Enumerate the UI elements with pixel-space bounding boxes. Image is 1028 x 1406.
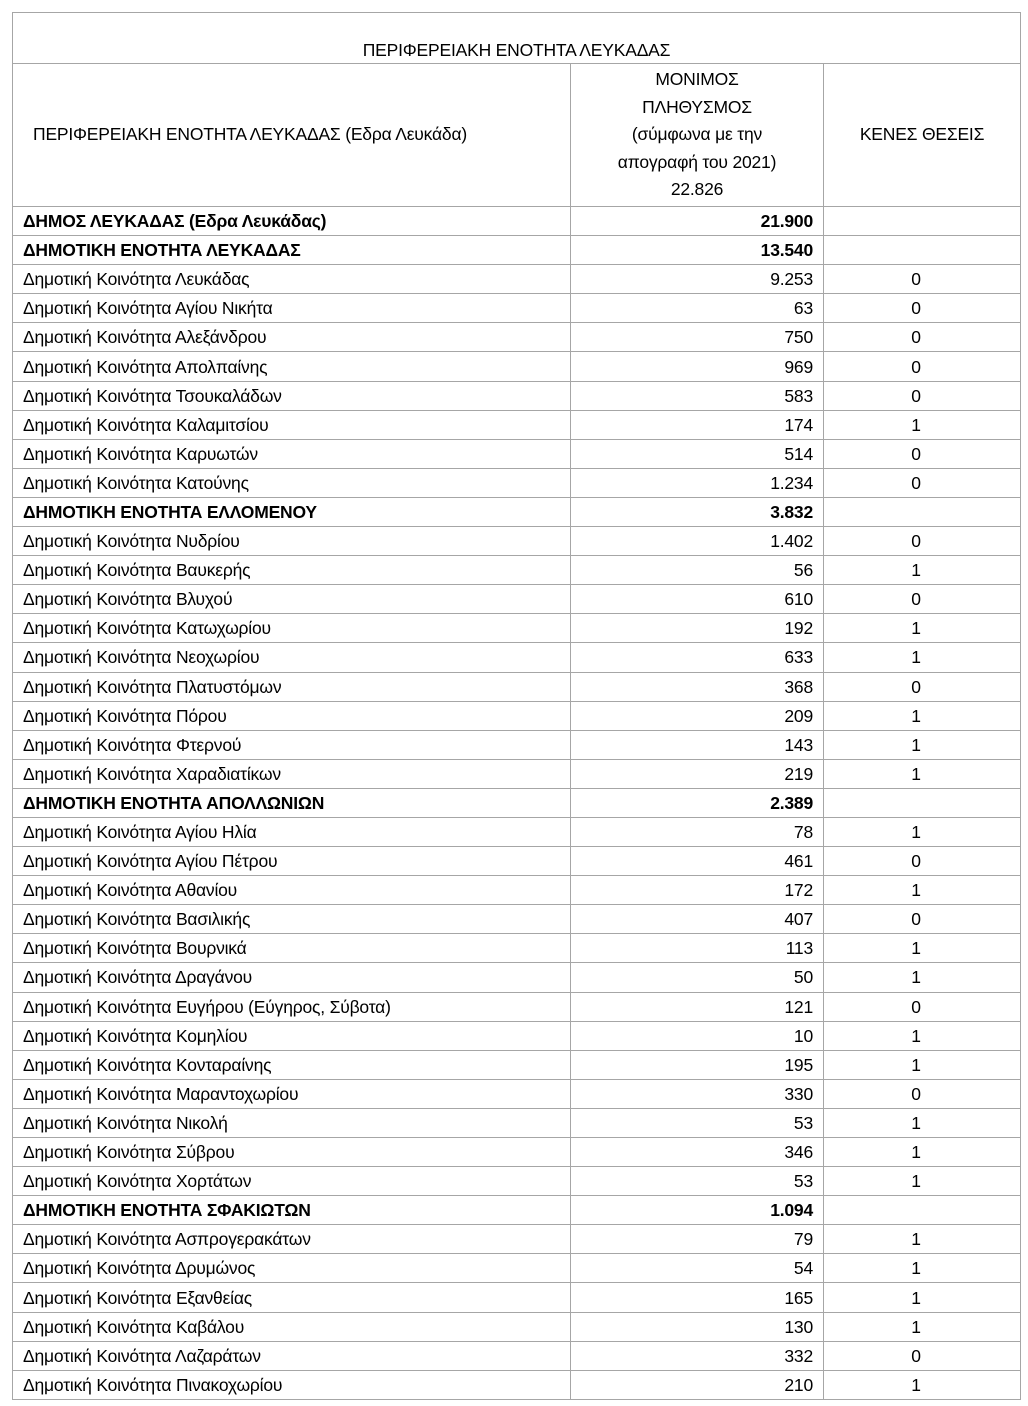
table-row: [13, 963, 1021, 992]
row-vacancies: 0: [824, 381, 1021, 410]
row-population: 143: [571, 730, 824, 759]
row-population: 53: [571, 1167, 824, 1196]
row-population: 610: [571, 585, 824, 614]
table-row: [13, 876, 1021, 905]
table-row: [13, 1050, 1021, 1079]
row-name: Δημοτική Κοινότητα Καβάλου: [13, 1312, 571, 1341]
row-vacancies: [824, 1196, 1021, 1225]
row-name: Δημοτική Κοινότητα Βουρνικά: [13, 934, 571, 963]
row-vacancies: 0: [824, 1341, 1021, 1370]
row-vacancies: 0: [824, 468, 1021, 497]
row-population: 10: [571, 1021, 824, 1050]
row-population: 1.094: [571, 1196, 824, 1225]
row-name: Δημοτική Κοινότητα Δρυμώνος: [13, 1254, 571, 1283]
row-vacancies: [824, 207, 1021, 236]
row-population: 332: [571, 1341, 824, 1370]
row-name: ΔΗΜΟΤΙΚΗ ΕΝΟΤΗΤΑ ΕΛΛΟΜΕΝΟΥ: [13, 497, 571, 526]
table-row: [13, 352, 1021, 381]
row-name: Δημοτική Κοινότητα Ευγήρου (Εύγηρος, Σύβοτα): [13, 992, 571, 1021]
row-name: Δημοτική Κοινότητα Κομηλίου: [13, 1021, 571, 1050]
row-vacancies: 1: [824, 1167, 1021, 1196]
header-population-line: απογραφή του 2021): [617, 151, 777, 172]
row-name: Δημοτική Κοινότητα Νικολή: [13, 1108, 571, 1137]
row-vacancies: 0: [824, 992, 1021, 1021]
row-vacancies: 1: [824, 1254, 1021, 1283]
row-population: 78: [571, 817, 824, 846]
row-name: Δημοτική Κοινότητα Νυδρίου: [13, 527, 571, 556]
row-vacancies: 1: [824, 1225, 1021, 1254]
row-vacancies: 0: [824, 585, 1021, 614]
table-row: [13, 585, 1021, 614]
table-row: [13, 468, 1021, 497]
header-vacancies: ΚΕΝΕΣ ΘΕΣΕΙΣ: [824, 64, 1021, 207]
row-population: 113: [571, 934, 824, 963]
row-population: 121: [571, 992, 824, 1021]
table-row: [13, 1138, 1021, 1167]
row-population: 368: [571, 672, 824, 701]
row-vacancies: 0: [824, 323, 1021, 352]
row-vacancies: 1: [824, 1370, 1021, 1399]
row-vacancies: 1: [824, 876, 1021, 905]
row-name: Δημοτική Κοινότητα Δραγάνου: [13, 963, 571, 992]
table-row: [13, 934, 1021, 963]
table-row: [13, 556, 1021, 585]
header-population-line: (σύμφωνα με την: [631, 124, 763, 145]
table-row: [13, 1283, 1021, 1312]
row-vacancies: 0: [824, 265, 1021, 294]
row-population: 3.832: [571, 497, 824, 526]
table-row: [13, 1312, 1021, 1341]
row-name: Δημοτική Κοινότητα Αγίου Νικήτα: [13, 294, 571, 323]
table-row-subtotal: [13, 1196, 1021, 1225]
row-population: 219: [571, 759, 824, 788]
row-population: 750: [571, 323, 824, 352]
row-population: 13.540: [571, 236, 824, 265]
row-vacancies: 0: [824, 527, 1021, 556]
row-vacancies: 1: [824, 1021, 1021, 1050]
row-name: Δημοτική Κοινότητα Κατωχωρίου: [13, 614, 571, 643]
row-name: ΔΗΜΟΤΙΚΗ ΕΝΟΤΗΤΑ ΛΕΥΚΑΔΑΣ: [13, 236, 571, 265]
row-vacancies: 1: [824, 730, 1021, 759]
row-name: Δημοτική Κοινότητα Νεοχωρίου: [13, 643, 571, 672]
table-row: [13, 381, 1021, 410]
row-population: 969: [571, 352, 824, 381]
table-row: [13, 1370, 1021, 1399]
row-vacancies: [824, 497, 1021, 526]
header-population-line: ΠΛΗΘΥΣΜΟΣ: [642, 96, 752, 117]
row-name: ΔΗΜΟΣ ΛΕΥΚΑΔΑΣ (Εδρα Λευκάδας): [13, 207, 571, 236]
row-vacancies: 1: [824, 759, 1021, 788]
row-population: 21.900: [571, 207, 824, 236]
row-vacancies: 0: [824, 352, 1021, 381]
row-population: 195: [571, 1050, 824, 1079]
row-population: 583: [571, 381, 824, 410]
row-population: 346: [571, 1138, 824, 1167]
row-population: 56: [571, 556, 824, 585]
row-vacancies: 1: [824, 1138, 1021, 1167]
row-name: Δημοτική Κοινότητα Κονταραίνης: [13, 1050, 571, 1079]
row-vacancies: 0: [824, 1079, 1021, 1108]
row-vacancies: 1: [824, 817, 1021, 846]
row-vacancies: 0: [824, 439, 1021, 468]
row-population: 633: [571, 643, 824, 672]
table-row: [13, 1108, 1021, 1137]
row-population: 50: [571, 963, 824, 992]
table-row: [13, 614, 1021, 643]
row-population: 130: [571, 1312, 824, 1341]
row-name: Δημοτική Κοινότητα Πόρου: [13, 701, 571, 730]
row-population: 192: [571, 614, 824, 643]
row-population: 79: [571, 1225, 824, 1254]
row-vacancies: 1: [824, 934, 1021, 963]
table-row: [13, 1254, 1021, 1283]
row-name: Δημοτική Κοινότητα Χαραδιατίκων: [13, 759, 571, 788]
row-vacancies: 0: [824, 294, 1021, 323]
table-row: [13, 643, 1021, 672]
row-vacancies: 0: [824, 905, 1021, 934]
table-row: [13, 730, 1021, 759]
row-name: ΔΗΜΟΤΙΚΗ ΕΝΟΤΗΤΑ ΣΦΑΚΙΩΤΩΝ: [13, 1196, 571, 1225]
row-population: 209: [571, 701, 824, 730]
row-name: ΔΗΜΟΤΙΚΗ ΕΝΟΤΗΤΑ ΑΠΟΛΛΩΝΙΩΝ: [13, 788, 571, 817]
row-population: 63: [571, 294, 824, 323]
row-vacancies: 0: [824, 847, 1021, 876]
row-name: Δημοτική Κοινότητα Βασιλικής: [13, 905, 571, 934]
row-vacancies: 1: [824, 1108, 1021, 1137]
header-population-line: ΜΟΝΙΜΟΣ: [655, 69, 739, 90]
header-region: ΠΕΡΙΦΕΡΕΙΑΚΗ ΕΝΟΤΗΤΑ ΛΕΥΚΑΔΑΣ (Εδρα Λευκάδα): [13, 64, 571, 207]
row-name: Δημοτική Κοινότητα Μαραντοχωρίου: [13, 1079, 571, 1108]
row-population: 461: [571, 847, 824, 876]
row-vacancies: 1: [824, 1312, 1021, 1341]
table-row: [13, 1167, 1021, 1196]
row-name: Δημοτική Κοινότητα Εξανθείας: [13, 1283, 571, 1312]
header-row: [13, 64, 1021, 207]
row-population: 174: [571, 410, 824, 439]
row-name: Δημοτική Κοινότητα Χορτάτων: [13, 1167, 571, 1196]
row-vacancies: 1: [824, 701, 1021, 730]
header-population: [571, 64, 824, 207]
table-row: [13, 672, 1021, 701]
row-population: 407: [571, 905, 824, 934]
row-population: 165: [571, 1283, 824, 1312]
table-row: [13, 701, 1021, 730]
table-row-subtotal: [13, 236, 1021, 265]
row-vacancies: 1: [824, 410, 1021, 439]
table-row: [13, 294, 1021, 323]
row-name: Δημοτική Κοινότητα Αγίου Ηλία: [13, 817, 571, 846]
table-row: [13, 992, 1021, 1021]
table-row: [13, 1021, 1021, 1050]
table-row: [13, 1341, 1021, 1370]
title-row: [13, 13, 1021, 64]
row-name: Δημοτική Κοινότητα Καρυωτών: [13, 439, 571, 468]
row-name: Δημοτική Κοινότητα Κατούνης: [13, 468, 571, 497]
table-row: [13, 323, 1021, 352]
row-vacancies: 1: [824, 1050, 1021, 1079]
row-population: 9.253: [571, 265, 824, 294]
table-row-subtotal: [13, 788, 1021, 817]
row-population: 210: [571, 1370, 824, 1399]
row-vacancies: 0: [824, 672, 1021, 701]
table-row-subtotal: [13, 207, 1021, 236]
row-population: 330: [571, 1079, 824, 1108]
row-name: Δημοτική Κοινότητα Λευκάδας: [13, 265, 571, 294]
header-population-total: 22.826: [670, 179, 724, 200]
row-population: 514: [571, 439, 824, 468]
row-vacancies: 1: [824, 1283, 1021, 1312]
row-population: 54: [571, 1254, 824, 1283]
row-vacancies: 1: [824, 963, 1021, 992]
row-vacancies: [824, 788, 1021, 817]
row-name: Δημοτική Κοινότητα Βαυκερής: [13, 556, 571, 585]
row-name: Δημοτική Κοινότητα Αλεξάνδρου: [13, 323, 571, 352]
table-row: [13, 847, 1021, 876]
table-row: [13, 439, 1021, 468]
row-name: Δημοτική Κοινότητα Αθανίου: [13, 876, 571, 905]
table-row: [13, 527, 1021, 556]
table-row: [13, 410, 1021, 439]
row-population: 1.402: [571, 527, 824, 556]
table-row: [13, 1079, 1021, 1108]
row-name: Δημοτική Κοινότητα Ασπρογερακάτων: [13, 1225, 571, 1254]
table-row: [13, 905, 1021, 934]
table-row: [13, 265, 1021, 294]
row-name: Δημοτική Κοινότητα Καλαμιτσίου: [13, 410, 571, 439]
row-name: Δημοτική Κοινότητα Απολπαίνης: [13, 352, 571, 381]
row-population: 1.234: [571, 468, 824, 497]
row-population: 53: [571, 1108, 824, 1137]
row-name: Δημοτική Κοινότητα Τσουκαλάδων: [13, 381, 571, 410]
table-row: [13, 759, 1021, 788]
row-population: 2.389: [571, 788, 824, 817]
row-name: Δημοτική Κοινότητα Σύβρου: [13, 1138, 571, 1167]
row-name: Δημοτική Κοινότητα Αγίου Πέτρου: [13, 847, 571, 876]
table-row: [13, 1225, 1021, 1254]
row-name: Δημοτική Κοινότητα Βλυχού: [13, 585, 571, 614]
row-name: Δημοτική Κοινότητα Πινακοχωρίου: [13, 1370, 571, 1399]
row-vacancies: 1: [824, 556, 1021, 585]
row-population: 172: [571, 876, 824, 905]
row-name: Δημοτική Κοινότητα Λαζαράτων: [13, 1341, 571, 1370]
table-row-subtotal: [13, 497, 1021, 526]
row-name: Δημοτική Κοινότητα Πλατυστόμων: [13, 672, 571, 701]
population-table: [12, 12, 1021, 1400]
row-vacancies: 1: [824, 614, 1021, 643]
table-title: ΠΕΡΙΦΕΡΕΙΑΚΗ ΕΝΟΤΗΤΑ ΛΕΥΚΑΔΑΣ: [13, 13, 1021, 64]
row-vacancies: [824, 236, 1021, 265]
table-row: [13, 817, 1021, 846]
row-name: Δημοτική Κοινότητα Φτερνού: [13, 730, 571, 759]
row-vacancies: 1: [824, 643, 1021, 672]
